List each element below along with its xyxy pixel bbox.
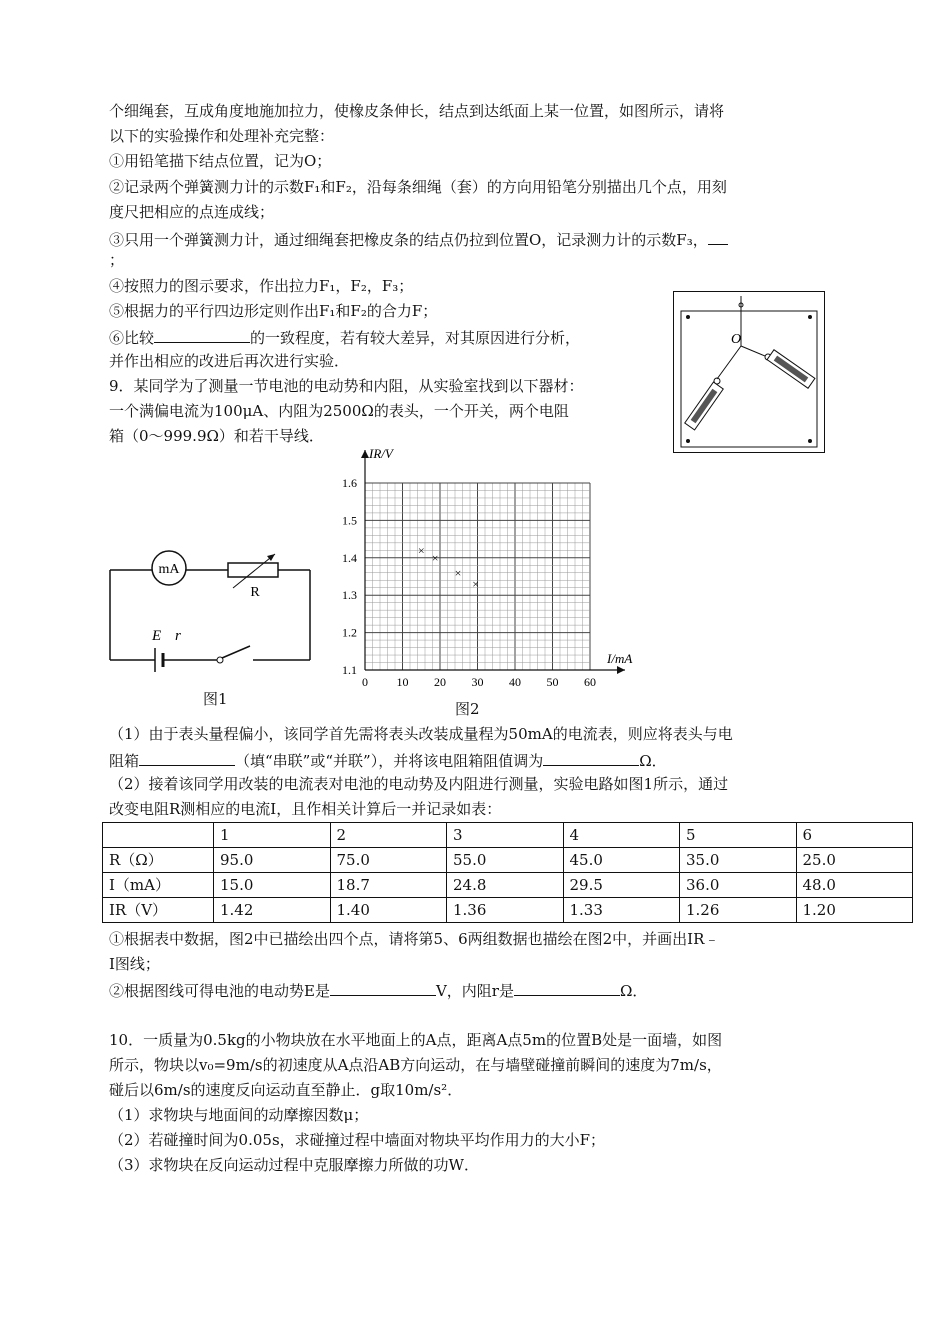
q1-text-a: 阻箱 [109,752,140,770]
table-cell: 48.0 [796,873,913,898]
y-axis-label: IR/V [369,446,393,461]
text-line: （1）由于表头量程偏小，该同学首先需将表头改装成量程为50mA的电流表，则应将表头与电 [109,725,733,743]
x-tick-label: 60 [584,675,596,689]
text-line [109,326,580,348]
table-cell: 1.36 [447,898,564,923]
table-cell: 2 [330,823,447,848]
x-tick-label: 20 [434,675,446,689]
question-9-title: 9．某同学为了测量一节电池的电动势和内阻，从实验室找到以下器材： [109,377,584,395]
ir-i-graph [325,438,645,698]
data-point: × [431,550,439,565]
answer-blank[interactable] [514,979,620,996]
table-cell: 75.0 [330,848,447,873]
table-header-row [103,823,913,848]
text-line: （2）接着该同学用改装的电流表对电池的电动势及内阻进行测量，实验电路如图1所示，通过 [109,775,729,793]
text-line: 以下的实验操作和处理补充完整： [109,127,335,145]
table-cell: 25.0 [796,848,913,873]
resistor-label: R [250,585,260,600]
y-tick-label: 1.6 [342,476,357,490]
data-table [102,822,913,923]
s2-text-b: V，内阻r是 [435,982,514,1000]
table-cell: 15.0 [214,873,331,898]
s2-text-a: ②根据图线可得电池的电动势E是 [109,982,330,1000]
text-line: ⑤根据力的平行四边形定则作出F₁和F₂的合力F； [109,302,438,320]
table-cell: 24.8 [447,873,564,898]
table-cell: 1.26 [680,898,797,923]
y-tick-label: 1.5 [342,513,357,528]
table-row [103,898,913,923]
x-axis-label: I/mA [607,651,633,666]
figure-1-caption: 图1 [203,690,228,708]
text-line: ①用铅笔描下结点位置，记为O； [109,152,332,170]
table-cell [103,823,214,848]
text-line: 箱（0～999.9Ω）和若干导线． [109,427,324,445]
x-axis-arrow [617,666,625,674]
x-tick-label: 40 [509,675,521,689]
circuit-figure-1 [105,540,320,700]
table-cell: 1 [214,823,331,848]
table-cell: 3 [447,823,564,848]
table-cell: 45.0 [563,848,680,873]
y-tick-label: 1.1 [342,663,357,677]
answer-blank[interactable] [139,749,235,766]
text-line: 所示，物块以v₀=9m/s的初速度从A点沿AB方向运动，在与墙壁碰撞前瞬间的速度为7m/s， [109,1056,722,1074]
answer-blank[interactable] [154,326,250,343]
text-line: 一个满偏电流为100μA、内阻为2500Ω的表头，一个开关，两个电阻 [109,402,569,420]
text-line [109,228,728,250]
table-cell: 1.33 [563,898,680,923]
answer-blank[interactable] [708,228,728,245]
text-line: I图线； [109,955,160,973]
question-10-title: 10．一质量为0.5kg的小物块放在水平地面上的A点，距离A点5m的位置B处是一面墙，如图 [109,1031,723,1049]
resistor-box-symbol [228,563,278,577]
y-tick-label: 1.3 [342,588,357,603]
internal-resistance-label: r [175,628,181,644]
text-line [109,749,667,771]
text-line: （2）若碰撞时间为0.05s，求碰撞过程中墙面对物块平均作用力的大小F； [109,1131,606,1149]
table-cell: 1.20 [796,898,913,923]
step6-text-a: ⑥比较 [109,329,155,347]
step3-text: ③只用一个弹簧测力计，通过细绳套把橡皮条的结点仍拉到位置O，记录测力计的示数F₃， [109,231,708,249]
x-tick-label: 50 [546,675,559,689]
table-cell: 95.0 [214,848,331,873]
text-line: 并作出相应的改进后再次进行实验． [109,352,350,370]
x-tick-label: 10 [396,675,409,689]
table-cell: 1.42 [214,898,331,923]
text-line: 度尺把相应的点连成线； [109,203,275,221]
data-point: × [417,543,425,558]
text-line: ①根据表中数据，图2中已描绘出四个点，请将第5、6两组数据也描绘在图2中，并画出IR﹣ [109,930,720,948]
y-tick-label: 1.4 [342,550,357,565]
text-line: （3）求物块在反向运动过程中克服摩擦力所做的功W． [109,1156,479,1174]
table-cell: 6 [796,823,913,848]
step6-text-b: 的一致程度，若有较大差异，对其原因进行分析， [250,329,581,347]
text-line: （1）求物块与地面间的动摩擦因数μ； [109,1106,369,1124]
answer-blank[interactable] [330,979,436,996]
ammeter-label: mA [158,562,180,577]
table-cell: 29.5 [563,873,680,898]
table-cell: 36.0 [680,873,797,898]
text-line: ②记录两个弹簧测力计的示数F₁和F₂，沿每条细绳（套）的方向用铅笔分别描出几个点，用刻 [109,178,727,196]
text-line [109,979,647,1001]
x-tick-label: 0 [362,675,368,689]
table-cell: IR（V） [103,898,214,923]
data-point: × [472,576,480,591]
y-axis-arrow [361,450,369,458]
data-point: × [454,565,462,580]
table-cell: 5 [680,823,797,848]
answer-blank[interactable] [543,749,639,766]
text-line: 碰后以6m/s的速度反向运动直至静止．g取10m/s²． [109,1081,463,1099]
q1-text-b: （填“串联”或“并联”），并将该电阻箱阻值调为 [235,752,544,770]
chart-axes [361,450,625,674]
table-row [103,873,913,898]
table-cell: 35.0 [680,848,797,873]
knot-label: O [731,332,742,347]
text-line: 个细绳套，互成角度地施加拉力，使橡皮条伸长，结点到达纸面上某一位置，如图所示，请将 [109,102,725,120]
q1-text-c: Ω． [639,752,667,770]
s2-text-c: Ω． [619,982,648,1000]
spring-scale-figure [673,291,825,453]
table-row [103,848,913,873]
table-cell: 1.40 [330,898,447,923]
x-tick-label: 30 [471,675,484,689]
table-cell: 18.7 [330,873,447,898]
table-cell: 4 [563,823,680,848]
text-line: 改变电阻R测相应的电流I，且作相关计算后一并记录如表： [109,800,502,818]
table-cell: R（Ω） [103,848,214,873]
y-tick-label: 1.2 [342,625,357,640]
table-cell: 55.0 [447,848,564,873]
text-line: ④按照力的图示要求，作出拉力F₁，F₂，F₃； [109,277,414,295]
text-line: ； [109,251,125,269]
emf-label: E [152,628,162,644]
figure-2-caption: 图2 [455,700,480,718]
table-cell: I（mA） [103,873,214,898]
